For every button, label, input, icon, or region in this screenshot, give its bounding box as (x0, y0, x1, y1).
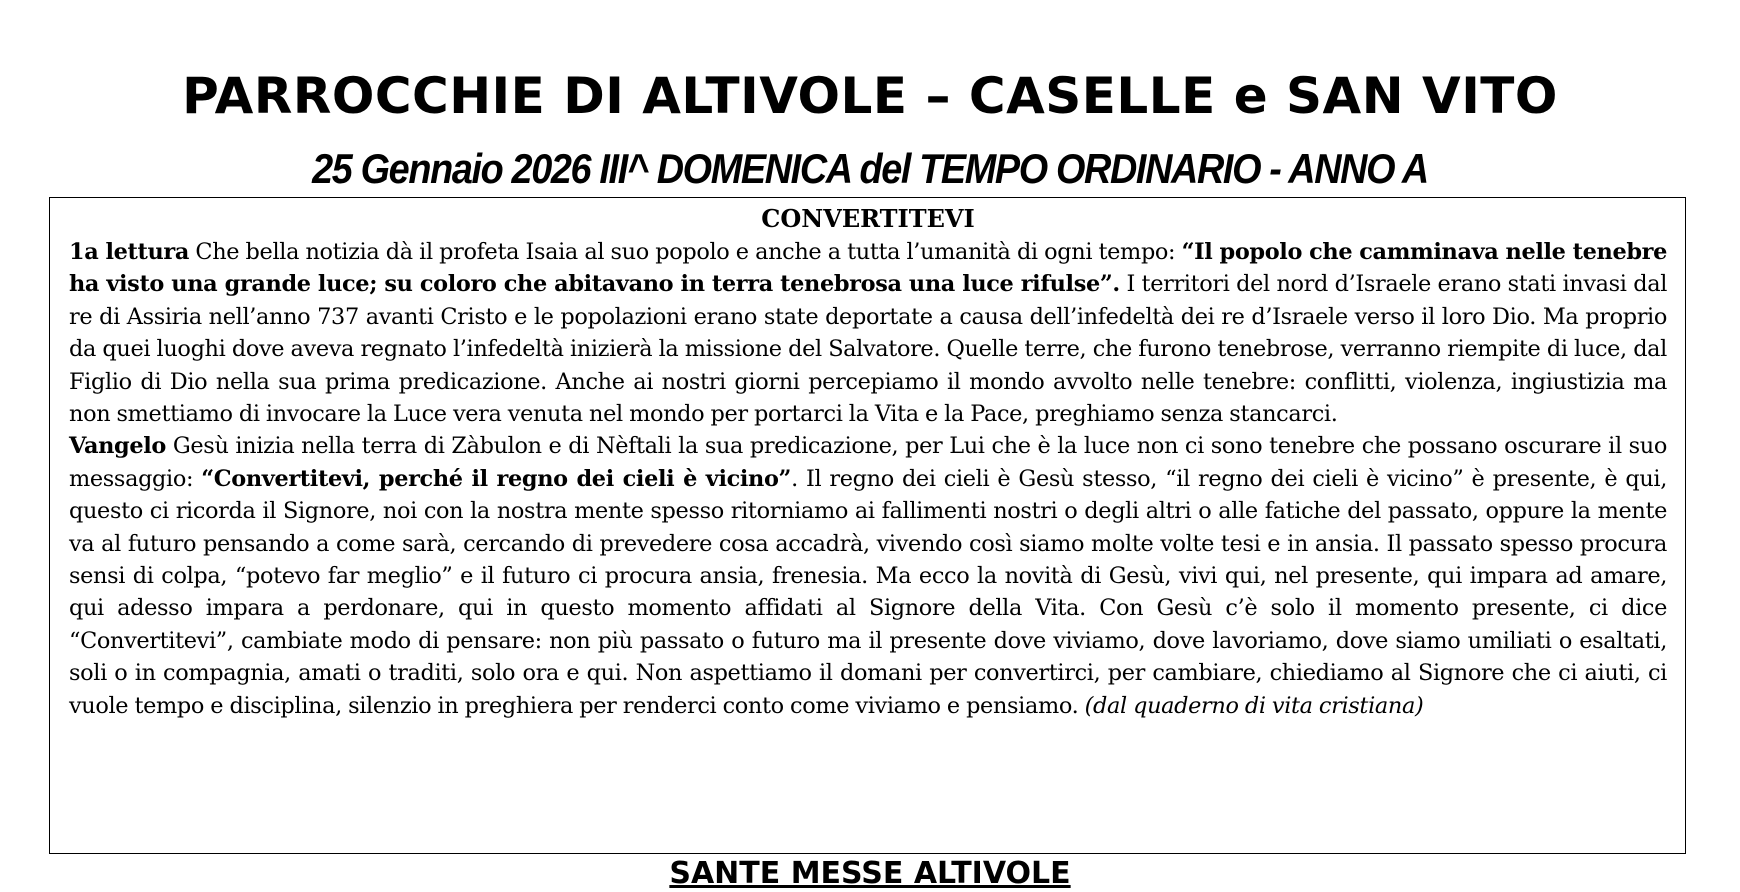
masses-section-title: SANTE MESSE ALTIVOLE (669, 856, 1071, 891)
gospel-source: (dal quaderno di vita cristiana) (1084, 692, 1424, 719)
gospel-paragraph (69, 430, 1667, 722)
first-reading-paragraph (69, 236, 1667, 430)
page-title: PARROCCHIE DI ALTIVOLE – CASELLE e SAN VITO (182, 67, 1558, 125)
gospel-intro: Gesù inizia nella terra di Zàbulon e di Nèftali la sua predicazione, per Lui che è la luce non ci sono tenebre che possano oscurare il suo messaggio: (69, 433, 1667, 492)
first-reading-intro: Che bella notizia dà il profeta Isaia al suo popolo e anche a tutta l’umanità di ogni tempo: (189, 239, 1182, 265)
first-reading-quote: “Il popolo che camminava nelle tenebre ha visto una grande luce; su coloro che abitavano in terra tenebrosa una luce rifulse”. (69, 239, 1667, 298)
gospel-quote: “Convertitevi, perché il regno dei cieli è vicino” (201, 465, 792, 492)
first-reading-label: 1a lettura (69, 239, 190, 265)
first-reading-body: I territori del nord d’Israele erano stati invasi dal re di Assiria nell’anno 737 avanti Cristo e le popolazioni erano state deportate a causa dell’infedeltà dei re d’Israele verso il loro Dio. Ma proprio da quei luoghi dove aveva regnato l’infedeltà inizierà la missione del Salvatore. Quelle terre, che furono tenebrose, verranno riempite di luce, dal Figlio di Dio nella sua prima predicazione. Anche ai nostri giorni percepiamo il mondo avvolto nelle tenebre: conflitti, violenza, ingiustizia ma non smettiamo di invocare la Luce vera venuta nel mondo per portarci la Vita e la Pace, preghiamo senza stancarci. (69, 271, 1668, 428)
gospel-label: Vangelo (69, 433, 166, 460)
date-subtitle: 25 Gennaio 2026 III^ DOMENICA del TEMPO ORDINARIO - ANNO A (312, 145, 1428, 192)
reflection-title: CONVERTITEVI (761, 204, 975, 233)
reflection-box (49, 197, 1686, 854)
gospel-body: . Il regno dei cieli è Gesù stesso, “il regno dei cieli è vicino” è presente, è qui, questo ci ricorda il Signore, noi con la nostra mente spesso ritorniamo ai fallimenti nostri o degli altri o alle fatiche del passato, oppure la mente va al futuro pensando a come sarà, cercando di prevedere cosa accadrà, vivendo così siamo molte volte tesi e in ansia. Il passato spesso procura sensi di colpa, “potevo far meglio” e il futuro ci procura ansia, frenesia. Ma ecco la novità di Gesù, vivi qui, nel presente, qui impara ad amare, qui adesso impara a perdonare, qui in questo momento affidati al Signore della Vita. Con Gesù c’è solo il momento presente, ci dice “Convertitevi”, cambiate modo di pensare: non più passato o futuro ma il presente dove viviamo, dove lavoriamo, dove siamo umiliati o esaltati, soli o in compagnia, amati o traditi, solo ora e qui. Non aspettiamo il domani per convertirci, per cambiare, chiediamo al Signore che ci aiuti, ci vuole tempo e disciplina, silenzio in preghiera per renderci conto come viviamo e pensiamo. (69, 465, 1667, 719)
